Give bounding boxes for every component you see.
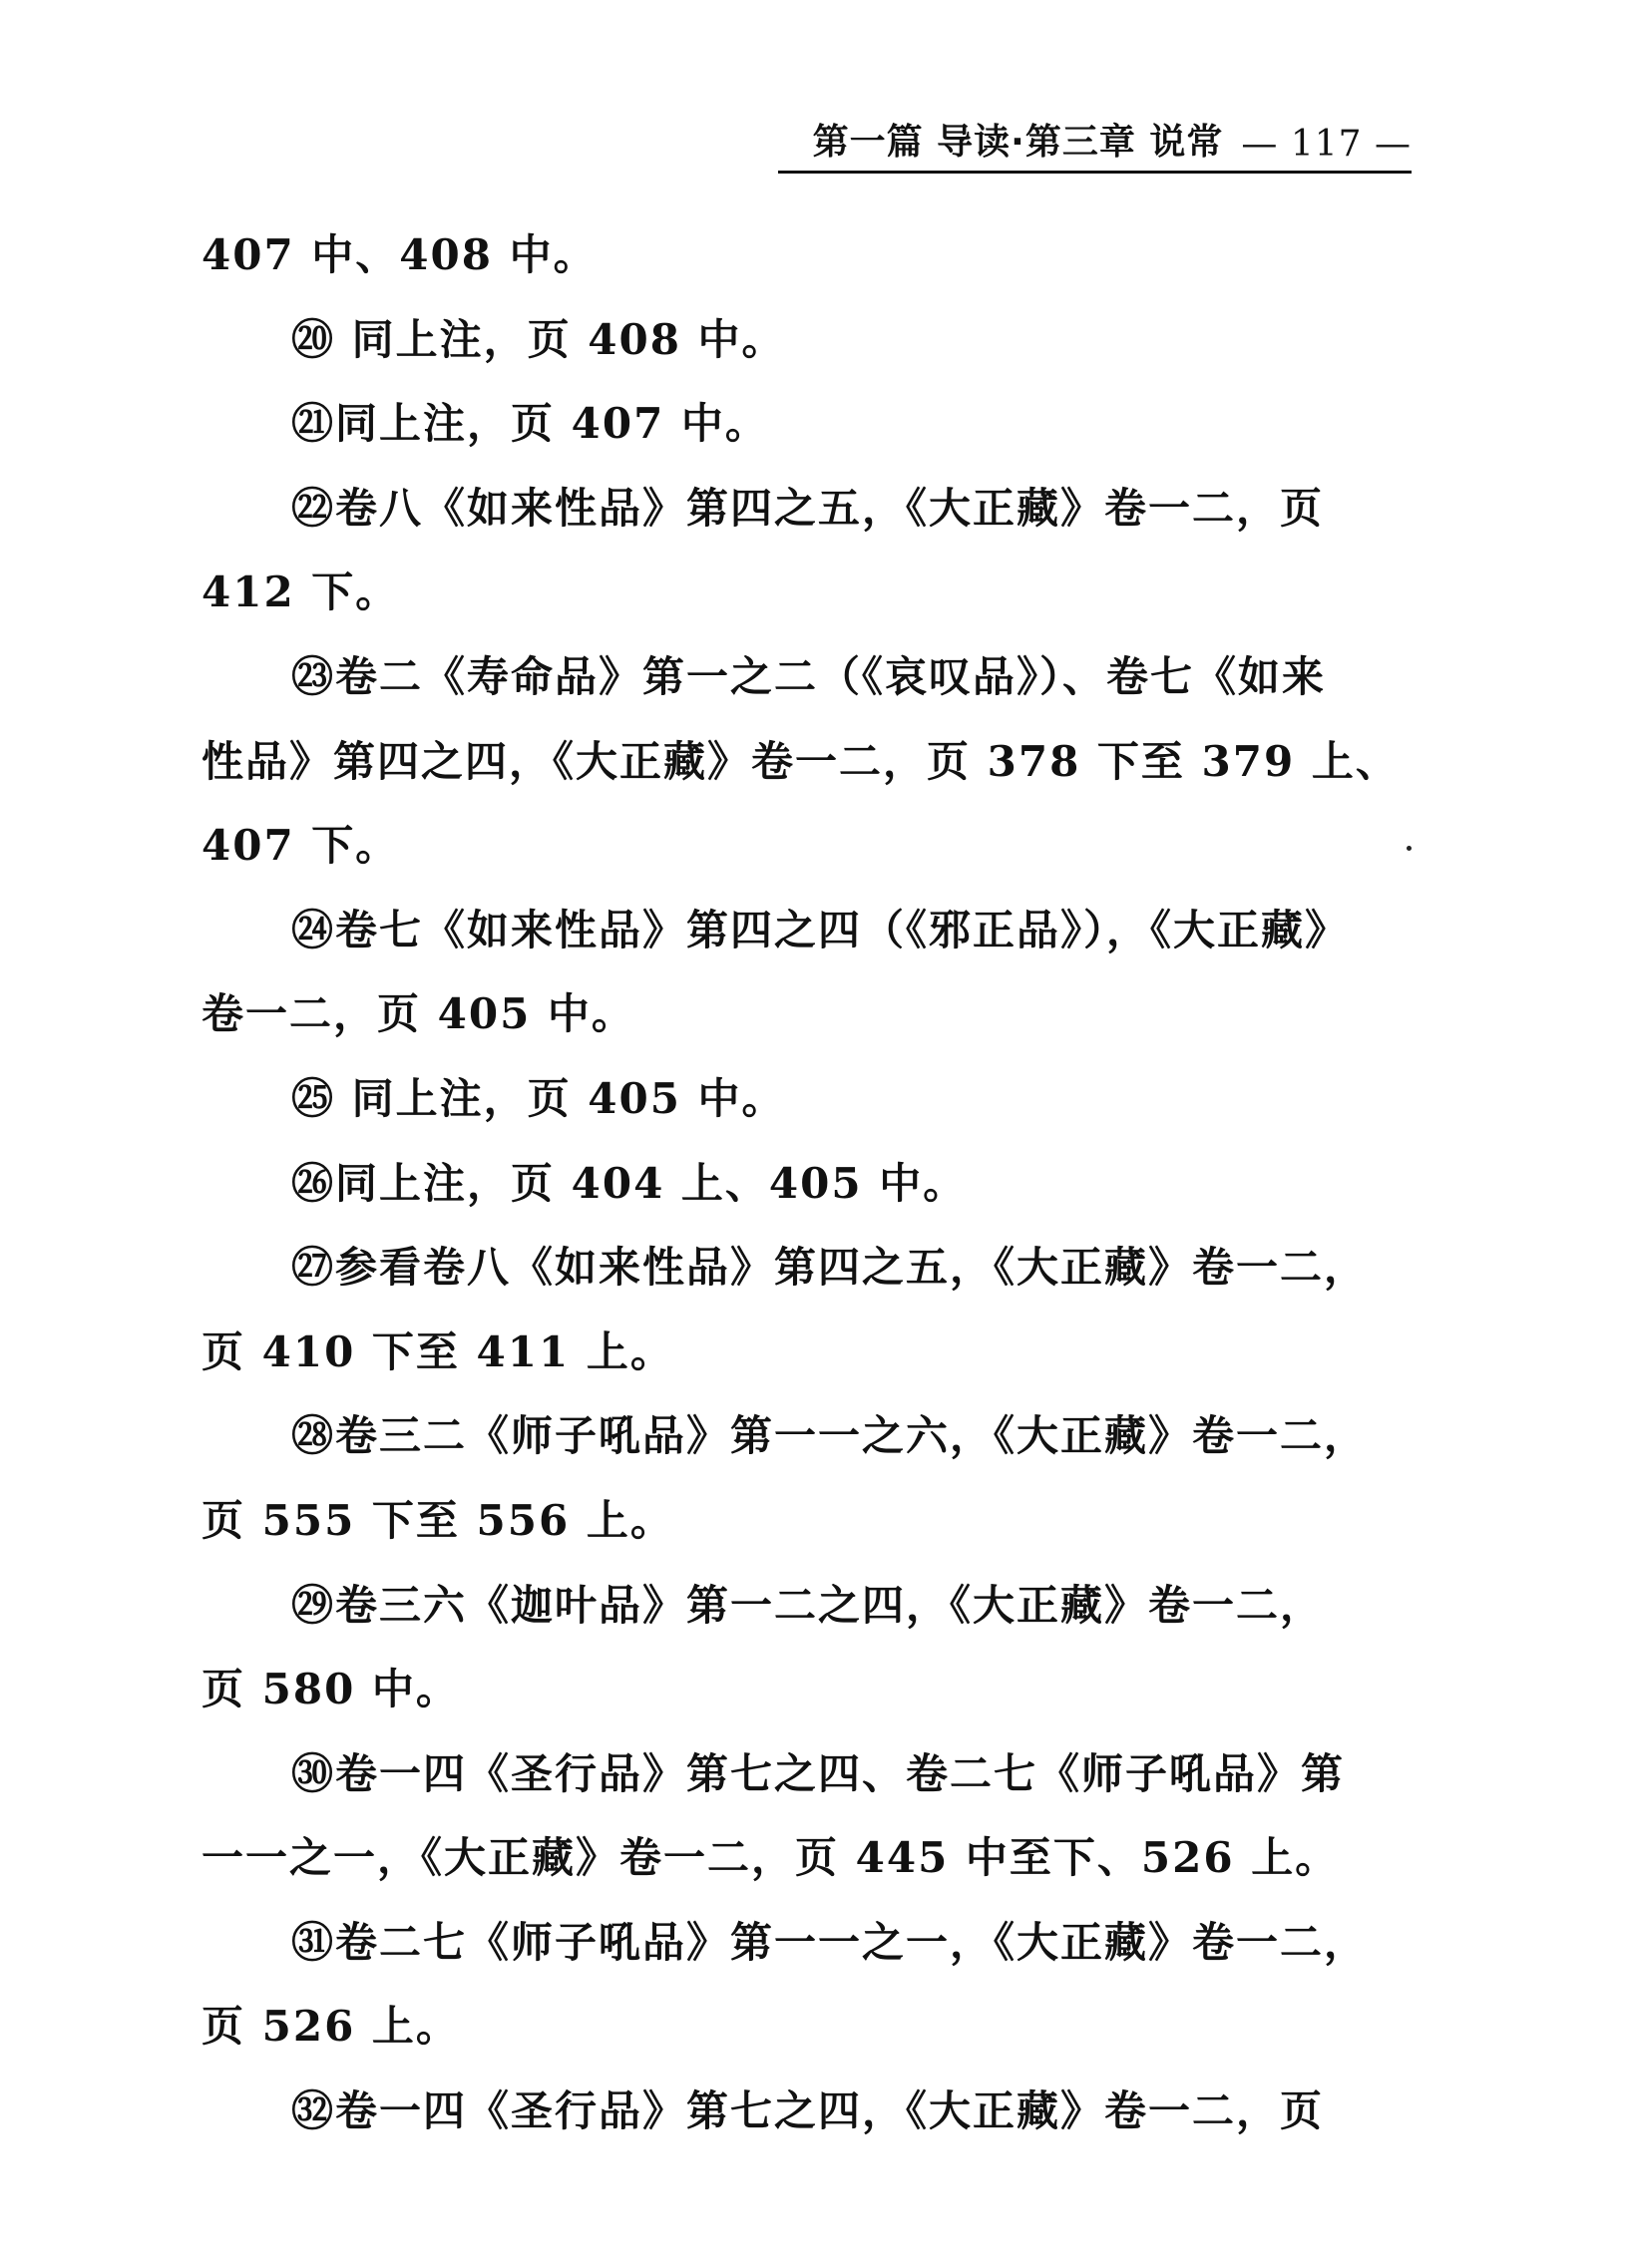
footnotes-body <box>202 213 1415 2154</box>
text-line: 407 中、408 中。 <box>202 230 598 279</box>
text-line: 412 下。 <box>202 567 400 617</box>
text-line: ㉔卷七《如来性品》第四之四（《邪正品》），《大正藏》 <box>291 905 1350 954</box>
text-line: ㉙卷三六《迦叶品》第一二之四，《大正藏》卷一二， <box>291 1580 1325 1630</box>
text-line: 性品》第四之四，《大正藏》卷一二，页 378 下至 379 上、 <box>202 736 1400 786</box>
text-line: ㉘卷三二《师子吼品》第一一之六，《大正藏》卷一二， <box>291 1411 1369 1461</box>
text-line: ㉗参看卷八《如来性品》第四之五，《大正藏》卷一二， <box>291 1243 1369 1293</box>
text-line: 页 580 中。 <box>202 1665 460 1714</box>
text-line: 页 410 下至 411 上。 <box>202 1326 674 1376</box>
text-line: ⑳ 同上注，页 408 中。 <box>291 314 786 364</box>
text-line: ㉖同上注，页 404 上、405 中。 <box>291 1158 968 1208</box>
running-title: 第一篇 导读·第三章 说常 <box>812 122 1224 163</box>
text-line: 页 555 下至 556 上。 <box>202 1495 674 1545</box>
text-line: ㉛卷二七《师子吼品》第一一之一，《大正藏》卷一二， <box>291 1917 1369 1967</box>
text-line: 卷一二，页 405 中。 <box>202 989 635 1039</box>
text-line: 一一之一，《大正藏》卷一二，页 445 中至下、526 上。 <box>202 1833 1340 1883</box>
text-line: 407 下。 <box>202 821 400 871</box>
text-line: ㉜卷一四《圣行品》第七之四，《大正藏》卷一二，页 <box>291 2086 1325 2136</box>
text-line: ㉓卷二《寿命品》第一之二（《哀叹品》）、卷七《如来 <box>291 651 1327 701</box>
text-line: 页 526 上。 <box>202 2002 460 2052</box>
text-line: ㉑同上注，页 407 中。 <box>291 399 769 449</box>
text-line: ㉒卷八《如来性品》第四之五，《大正藏》卷一二，页 <box>291 483 1325 533</box>
text-line: ㉚卷一四《圣行品》第七之四、卷二七《师子吼品》第 <box>291 1748 1346 1798</box>
text-line: ㉕ 同上注，页 405 中。 <box>291 1073 786 1123</box>
page-number: — 117 — <box>1241 124 1412 165</box>
running-header <box>778 118 1412 174</box>
scan-speck <box>1407 846 1412 851</box>
